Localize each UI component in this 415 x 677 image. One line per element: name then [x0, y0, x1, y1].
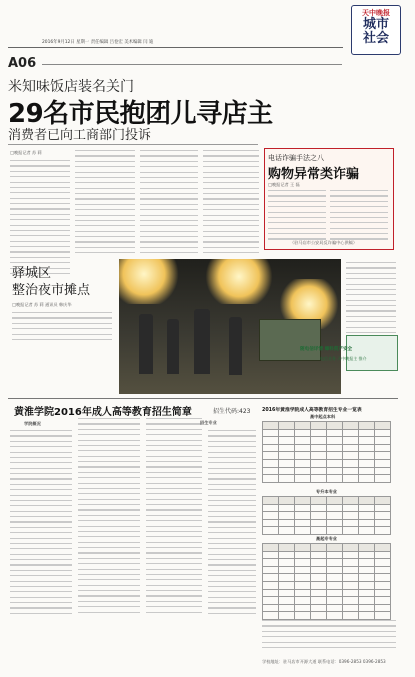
- majors-table-2: [262, 496, 391, 535]
- section-title-city: 城市: [362, 17, 389, 32]
- majors-table-sub-2: 专升本专业: [316, 489, 337, 494]
- education-body-col-2: [78, 418, 140, 617]
- majors-table-title: 2016年黄淮学院成人高等教育招生专业一览表: [262, 408, 362, 413]
- header-rule: [8, 47, 343, 48]
- majors-table-sub-1: 高中起点本科: [310, 414, 336, 419]
- newspaper-logo: 天中晚报: [362, 9, 390, 17]
- header-date-line: 2016年9月12日 星期一 责任编辑 吕卷宏 美术编辑 闫 迪: [42, 40, 154, 45]
- education-code: 招生代码:423: [213, 408, 251, 415]
- lead-headline: 29名市民抱团儿寻店主: [8, 99, 273, 129]
- page-code: A06: [8, 56, 37, 71]
- night-market-photo: [119, 259, 341, 394]
- page-code-rule: [42, 64, 342, 65]
- fraud-headline: 购物异常类诈骗: [268, 167, 360, 182]
- promo-line-2: 电信业务 天中晚报主 推介: [320, 356, 367, 361]
- majors-table-1: [262, 421, 391, 483]
- lead-kicker: 米知味饭店装名关门: [8, 79, 134, 95]
- fraud-body-col-1: [268, 190, 326, 244]
- education-majors-label: 招生专业: [200, 420, 217, 425]
- education-top-rule: [8, 398, 398, 399]
- promo-line-1: 随电信详情 爆料资产安全: [300, 347, 353, 352]
- fraud-byline: □晚报记者 王 磊: [268, 182, 300, 187]
- section-brand-box: [351, 5, 401, 55]
- lead-body-col-3: [140, 150, 198, 258]
- majors-table-sub-3: 高起专专业: [316, 536, 337, 541]
- education-body-col-3: [146, 418, 202, 617]
- lead-subhead: 消费者已向工商部门投诉: [8, 128, 152, 143]
- education-school-intro: 学院概况: [24, 421, 41, 426]
- photo-caption: [12, 312, 112, 344]
- photo-headline-1: 驿城区: [12, 266, 52, 281]
- education-body-col-1: [10, 430, 72, 618]
- photo-byline: □晚报记者 苏 莉 通讯员 韩庆华: [12, 302, 72, 307]
- lead-body-col-1: [10, 160, 70, 278]
- lead-body-col-4: [203, 150, 259, 258]
- education-contact: 学校地址：驻马店市开源大道 联系电话：0396-2853 0396-2853: [262, 659, 386, 664]
- fraud-footer: （驻马店市公安局反诈骗中心供稿）: [290, 240, 358, 245]
- section-title-society: 社会: [362, 31, 389, 46]
- education-headline: 黄淮学院2016年成人高等教育招生简章: [14, 407, 192, 418]
- lead-byline: □晚报记者 苏 莉: [10, 150, 42, 155]
- right-body-col: [346, 262, 396, 343]
- education-body-col-4: [208, 430, 256, 618]
- photo-headline-2: 整治夜市摊点: [12, 283, 91, 298]
- fraud-kicker: 电话诈骗手法之八: [268, 154, 324, 162]
- majors-table-3: [262, 543, 391, 620]
- lead-body-col-2: [75, 150, 135, 258]
- fraud-body-col-2: [330, 190, 388, 244]
- lead-rule: [8, 144, 258, 145]
- education-notes: [262, 620, 396, 652]
- promo-banner: [346, 335, 398, 371]
